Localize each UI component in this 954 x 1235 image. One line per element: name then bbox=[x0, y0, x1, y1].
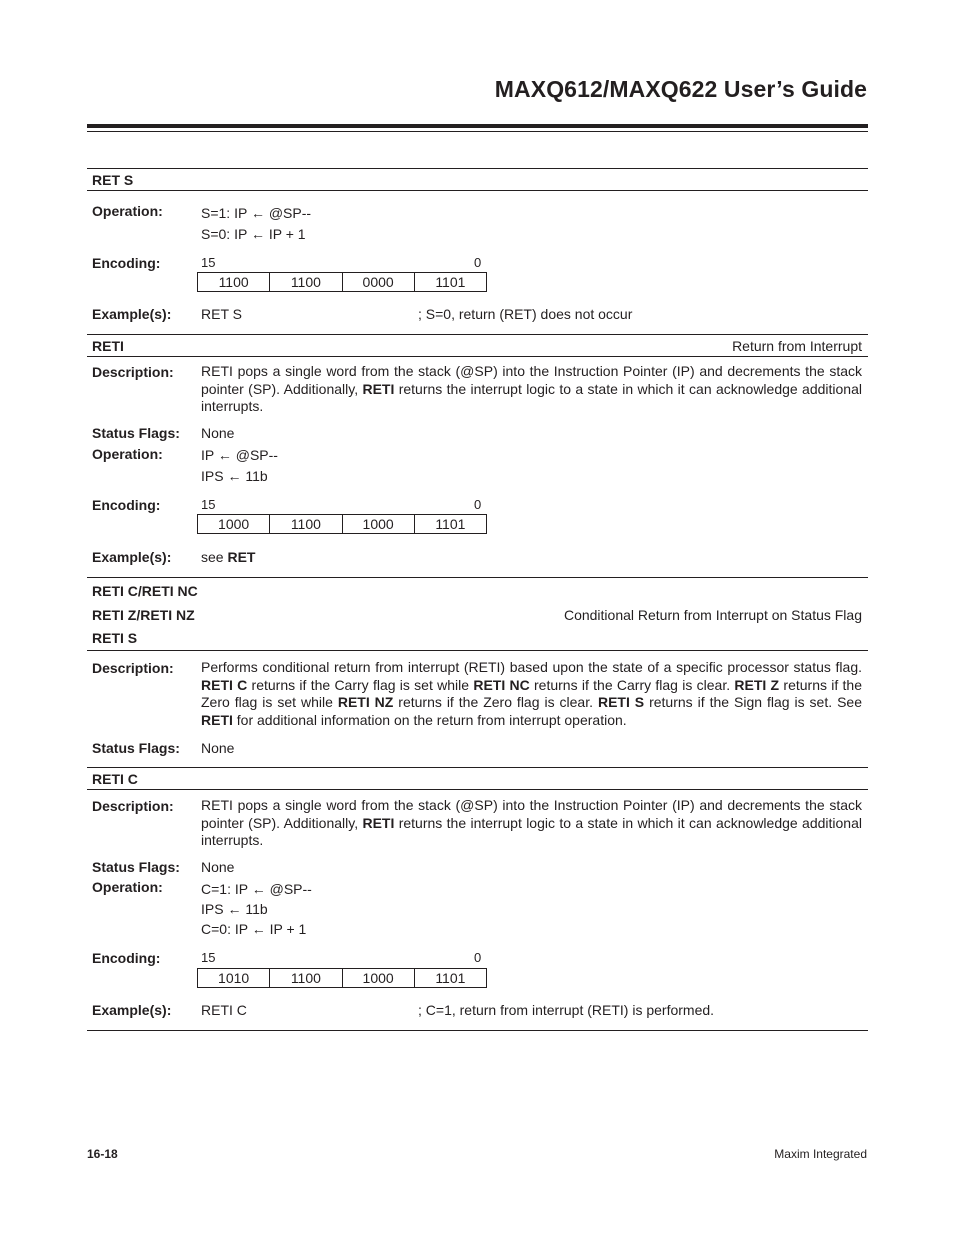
description-text: RETI pops a single word from the stack (@SP) into the Instruction Pointer (IP) and decrements the stack pointer (SP). Additionally, RETI returns the interrupt logic to a state in which it can acknowledge additional interrupts. bbox=[201, 363, 862, 414]
description-text: Performs conditional return from interrupt (RETI) based upon the state of a specific processor status flag. RETI C returns if the Carry flag is set while RETI NC returns if the Carry flag is clear. RETI Z returns if the Zero flag is set while RETI NZ returns if the Zero flag is clear. RETI S returns if the Sign flag is set. See RETI for additional information on the return from interrupt operation. bbox=[201, 659, 863, 728]
section-subtitle: Conditional Return from Interrupt on Status Flag bbox=[563, 607, 862, 623]
section-subtitle: Return from Interrupt bbox=[732, 338, 862, 354]
section-rule bbox=[87, 767, 868, 768]
status-flags-value: None bbox=[201, 425, 235, 441]
encoding-high-bit: 15 bbox=[201, 497, 216, 512]
encoding-nibble: 1010 bbox=[198, 969, 270, 987]
operation-line: C=1: IP ← @SP-- bbox=[201, 881, 312, 897]
encoding-nibble: 1101 bbox=[435, 516, 466, 532]
examples-label: Example(s): bbox=[92, 306, 172, 322]
encoding-nibble: 0000 bbox=[343, 273, 415, 291]
operation-line: S=1: IP ← @SP-- bbox=[201, 205, 312, 221]
encoding-nibble: 1000 bbox=[343, 515, 415, 533]
section-rule bbox=[87, 168, 868, 169]
example-code: RET S bbox=[201, 306, 242, 322]
operation-line: IPS ← 11b bbox=[201, 901, 268, 917]
encoding-nibble: 1000 bbox=[343, 969, 415, 987]
document-title: MAXQ612/MAXQ622 User’s Guide bbox=[494, 76, 867, 102]
encoding-nibble: 1100 bbox=[270, 273, 342, 291]
encoding-low-bit: 0 bbox=[474, 950, 482, 965]
examples-label: Example(s): bbox=[92, 1002, 172, 1018]
page-number: 16-18 bbox=[87, 1147, 118, 1161]
example-text: see RET bbox=[201, 549, 256, 565]
header-rule-thick bbox=[87, 124, 868, 128]
example-comment: ; S=0, return (RET) does not occur bbox=[418, 306, 633, 322]
encoding-nibble: 1000 bbox=[198, 515, 270, 533]
encoding-nibble: 1101 bbox=[435, 274, 466, 290]
operation-line: C=0: IP ← IP + 1 bbox=[201, 921, 307, 937]
encoding-label: Encoding: bbox=[92, 255, 161, 271]
encoding-box bbox=[197, 968, 487, 988]
section-heading-reti: RETI bbox=[92, 338, 124, 354]
header-rule-thin bbox=[87, 131, 868, 132]
section-heading-reti-c-nc: RETI C/RETI NC bbox=[92, 583, 198, 599]
section-rule bbox=[87, 789, 868, 790]
operation-label: Operation: bbox=[92, 446, 163, 462]
encoding-nibble: 1100 bbox=[270, 515, 342, 533]
section-rule bbox=[87, 334, 868, 335]
description-label: Description: bbox=[92, 798, 174, 814]
encoding-nibble: 1101 bbox=[435, 970, 466, 986]
operation-line: IPS ← 11b bbox=[201, 468, 268, 484]
encoding-low-bit: 0 bbox=[474, 255, 482, 270]
encoding-nibble: 1100 bbox=[198, 273, 270, 291]
section-rule bbox=[87, 356, 868, 357]
encoding-nibble: 1100 bbox=[270, 969, 342, 987]
encoding-high-bit: 15 bbox=[201, 950, 216, 965]
encoding-high-bit: 15 bbox=[201, 255, 216, 270]
description-label: Description: bbox=[92, 364, 174, 380]
company-name: Maxim Integrated bbox=[774, 1147, 867, 1161]
section-rule bbox=[87, 650, 868, 651]
status-flags-value: None bbox=[201, 740, 235, 756]
section-rule bbox=[87, 577, 868, 578]
encoding-label: Encoding: bbox=[92, 950, 161, 966]
operation-line: S=0: IP ← IP + 1 bbox=[201, 226, 306, 242]
status-flags-label: Status Flags: bbox=[92, 740, 180, 756]
operation-label: Operation: bbox=[92, 203, 163, 219]
example-comment: ; C=1, return from interrupt (RETI) is performed. bbox=[418, 1002, 715, 1018]
encoding-box bbox=[197, 272, 487, 292]
examples-label: Example(s): bbox=[92, 549, 172, 565]
description-text: RETI pops a single word from the stack (@SP) into the Instruction Pointer (IP) and decrements the stack pointer (SP). Additionally, RETI returns the interrupt logic to a state in which it can acknowledge additional interrupts. bbox=[201, 797, 862, 848]
section-rule bbox=[87, 1030, 868, 1031]
section-heading-reti-z-nz: RETI Z/RETI NZ bbox=[92, 607, 195, 623]
description-label: Description: bbox=[92, 660, 174, 676]
section-heading-ret-s: RET S bbox=[92, 172, 134, 188]
section-heading-reti-s: RETI S bbox=[92, 630, 138, 646]
encoding-box bbox=[197, 514, 487, 534]
encoding-low-bit: 0 bbox=[474, 497, 482, 512]
status-flags-label: Status Flags: bbox=[92, 425, 180, 441]
operation-line: IP ← @SP-- bbox=[201, 447, 278, 463]
section-rule bbox=[87, 190, 868, 191]
section-heading-reti-c: RETI C bbox=[92, 771, 138, 787]
status-flags-label: Status Flags: bbox=[92, 859, 180, 875]
example-code: RETI C bbox=[201, 1002, 247, 1018]
encoding-label: Encoding: bbox=[92, 497, 161, 513]
status-flags-value: None bbox=[201, 859, 235, 875]
operation-label: Operation: bbox=[92, 879, 163, 895]
